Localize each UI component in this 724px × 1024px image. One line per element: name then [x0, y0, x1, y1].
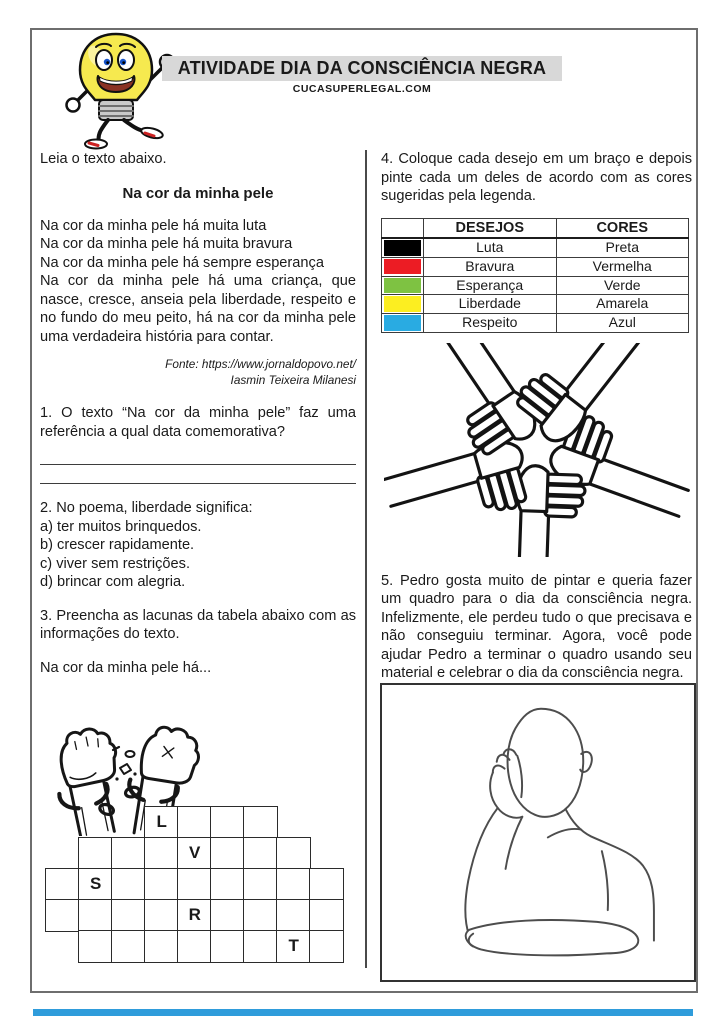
crossword-cell — [210, 837, 245, 870]
color-swatch — [382, 276, 424, 295]
crossword-cell — [111, 899, 146, 932]
crossword-cell — [243, 806, 278, 839]
crossword-row — [146, 806, 344, 839]
bottom-accent-bar — [33, 1009, 693, 1016]
poem-line: Na cor da minha pele há sempre esperança — [40, 254, 324, 271]
desejo-cell: Esperança — [424, 276, 557, 295]
legend-row — [382, 295, 689, 314]
crossword-cell — [210, 899, 245, 932]
cor-cell: Preta — [556, 238, 689, 257]
header — [30, 56, 694, 95]
poem-line: Na cor da minha pele há muita luta — [40, 217, 267, 234]
crossword-cell — [243, 837, 278, 870]
legend-header-cores: CORES — [556, 218, 689, 238]
crossword-row — [80, 837, 344, 870]
option-d: d) brincar com alegria. — [40, 574, 186, 591]
crossword-cell — [111, 868, 146, 901]
crossword-cell — [243, 868, 278, 901]
column-divider — [365, 150, 367, 968]
legend-header-swatch — [382, 218, 424, 238]
legend-row — [382, 276, 689, 295]
legend-header-row — [382, 218, 689, 238]
poem-source — [40, 357, 356, 389]
crossword-cell — [78, 837, 113, 870]
crossword-cell — [177, 806, 212, 839]
crossword-cell — [177, 930, 212, 963]
crossword-cell — [309, 930, 344, 963]
question-1: 1. O texto “Na cor da minha pele” faz uma referência a qual data comemorativa? — [40, 405, 356, 440]
crossword-cell — [111, 837, 146, 870]
crossword-cell — [144, 837, 179, 870]
united-hands-illustration — [384, 343, 690, 557]
poem — [40, 217, 356, 347]
legend-row — [382, 238, 689, 257]
crossword-cell — [78, 930, 113, 963]
question-2-stem: 2. No poema, liberdade significa: — [40, 500, 253, 517]
crossword-cell-letter: V — [177, 837, 212, 870]
site-name: CUCASUPERLEGAL.COM — [292, 83, 432, 95]
question-3: 3. Preencha as lacunas da tabela abaixo com as informações do texto. — [40, 607, 356, 643]
legend-table-body — [382, 238, 689, 332]
question-2-options — [40, 518, 356, 592]
crossword-cell-letter: L — [144, 806, 179, 839]
right-column — [381, 150, 692, 683]
desejo-cell: Luta — [424, 238, 557, 257]
crossword-grid — [47, 806, 344, 963]
crossword-cell — [78, 899, 113, 932]
answer-line — [40, 447, 356, 465]
question-4: 4. Coloque cada desejo em um braço e depois pinte cada um deles de acordo com as cores sugeridas pela legenda. — [381, 151, 692, 205]
intro-text: Leia o texto abaixo. — [40, 151, 167, 167]
crossword-cell — [144, 930, 179, 963]
color-swatch — [382, 295, 424, 314]
poem-line: Na cor da minha pele há uma criança, que nasce, cresce, anseia pela liberdade, respeito e no fundo do meu peito, há na cor da minha pele uma verdadeira história para contar. — [40, 273, 356, 345]
crossword-cell — [243, 899, 278, 932]
source-url: Fonte: https://www.jornaldopovo.net/ — [165, 357, 356, 372]
source-author: Iasmin Teixeira Milanesi — [230, 373, 356, 388]
option-c: c) viver sem restrições. — [40, 555, 191, 572]
desejo-cell: Bravura — [424, 257, 557, 276]
left-column — [40, 150, 356, 836]
question-3-lead: Na cor da minha pele há... — [40, 659, 212, 676]
legend-header-desejos: DESEJOS — [424, 218, 557, 238]
crossword-cell-letter: S — [78, 868, 113, 901]
crossword-cell — [45, 899, 80, 932]
question-2 — [40, 499, 356, 592]
desejo-cell: Respeito — [424, 314, 557, 333]
crossword-cell — [276, 868, 311, 901]
crossword-cell — [210, 930, 245, 963]
legend-table — [381, 218, 689, 333]
crossword-row — [47, 899, 344, 932]
page-title: ATIVIDADE DIA DA CONSCIÊNCIA NEGRA — [162, 56, 562, 81]
answer-blanks — [40, 447, 356, 484]
picture-frame — [380, 683, 696, 982]
poem-line: Na cor da minha pele há muita bravura — [40, 236, 293, 253]
crossword-cell — [177, 868, 212, 901]
answer-line — [40, 466, 356, 484]
cor-cell: Vermelha — [556, 257, 689, 276]
question-5: 5. Pedro gosta muito de pintar e queria fazer um quadro para o dia da consciência negra. Infelizmente, ele perdeu tudo o que precisava e não conseguiu terminar. Agora, você pode ajudar Pedro a terminar o quadro usando seu material e celebrar o dia da consciência negra. — [381, 572, 692, 682]
poem-title: Na cor da minha pele — [122, 184, 274, 202]
color-swatch — [382, 257, 424, 276]
crossword-cell-letter: T — [276, 930, 311, 963]
crossword-cell — [210, 806, 245, 839]
crossword-cell — [111, 930, 146, 963]
crossword-cell — [144, 868, 179, 901]
cor-cell: Verde — [556, 276, 689, 295]
crossword-cell — [144, 899, 179, 932]
legend-row — [382, 257, 689, 276]
crossword-cell — [276, 899, 311, 932]
crossword-cell — [276, 837, 311, 870]
crossword-cell-letter: R — [177, 899, 212, 932]
crossword-cell — [45, 868, 80, 901]
crossword-cell — [243, 930, 278, 963]
crossword-row — [80, 930, 344, 963]
crossword-cell — [210, 868, 245, 901]
option-a: a) ter muitos brinquedos. — [40, 518, 202, 535]
crossword-row — [47, 868, 344, 901]
cor-cell: Amarela — [556, 295, 689, 314]
option-b: b) crescer rapidamente. — [40, 537, 195, 554]
crossword-cell — [309, 868, 344, 901]
desejo-cell: Liberdade — [424, 295, 557, 314]
person-thinking-outline-illustration — [390, 693, 686, 973]
cor-cell: Azul — [556, 314, 689, 333]
legend-row — [382, 314, 689, 333]
color-swatch — [382, 238, 424, 257]
color-swatch — [382, 314, 424, 333]
crossword-cell — [309, 899, 344, 932]
